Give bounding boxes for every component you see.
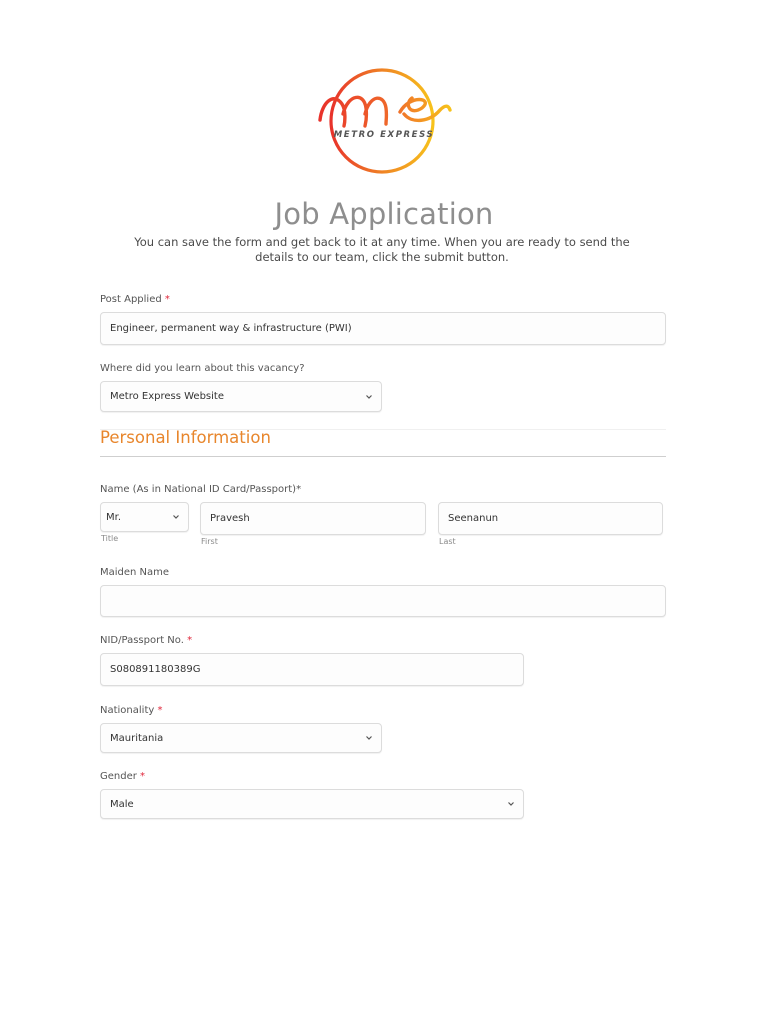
nationality-label: Nationality * xyxy=(100,705,163,716)
metro-express-logo xyxy=(312,64,458,178)
logo-brand-text: METRO EXPRESS xyxy=(333,130,435,140)
page-title: Job Application xyxy=(274,197,494,231)
last-name-caption: Last xyxy=(439,537,456,546)
required-marker: * xyxy=(187,635,193,646)
name-title-caption: Title xyxy=(101,534,119,543)
personal-information-heading: Personal Information xyxy=(100,428,271,447)
first-name-value: Pravesh xyxy=(210,513,250,524)
vacancy-source-value: Metro Express Website xyxy=(110,391,224,402)
post-applied-label: Post Applied * xyxy=(100,294,170,305)
name-title-select[interactable] xyxy=(100,502,189,532)
chevron-down-icon xyxy=(507,800,515,808)
last-name-value: Seenanun xyxy=(448,513,499,524)
post-applied-value: Engineer, permanent way & infrastructure (PWI) xyxy=(110,323,352,334)
nid-value: S080891180389G xyxy=(110,664,201,675)
first-name-caption: First xyxy=(201,537,218,546)
required-marker: * xyxy=(164,294,170,305)
gender-select[interactable] xyxy=(100,789,524,819)
maiden-name-label: Maiden Name xyxy=(100,567,170,578)
name-title-value: Mr. xyxy=(106,511,121,523)
required-marker: * xyxy=(157,705,163,716)
gender-label: Gender * xyxy=(100,771,146,782)
nid-label: NID/Passport No. * xyxy=(100,635,193,646)
maiden-name-input[interactable] xyxy=(100,585,666,617)
nationality-value: Mauritania xyxy=(110,732,164,744)
chevron-down-icon xyxy=(365,393,373,401)
chevron-down-icon xyxy=(172,513,180,521)
nationality-select[interactable] xyxy=(100,723,382,753)
post-applied-field[interactable] xyxy=(100,312,666,345)
nid-input[interactable] xyxy=(100,653,524,686)
first-name-input[interactable] xyxy=(200,502,426,535)
last-name-input[interactable] xyxy=(438,502,663,535)
section-divider xyxy=(100,456,666,457)
vacancy-source-label: Where did you learn about this vacancy? xyxy=(100,363,305,374)
name-label: Name (As in National ID Card/Passport)* xyxy=(100,484,302,495)
vacancy-source-select[interactable] xyxy=(100,381,382,412)
gender-value: Male xyxy=(110,798,134,810)
chevron-down-icon xyxy=(365,734,373,742)
intro-text: You can save the form and get back to it at any time. When you are ready to send the details to our team, click the submit button. xyxy=(134,235,630,264)
required-marker: * xyxy=(140,771,146,782)
